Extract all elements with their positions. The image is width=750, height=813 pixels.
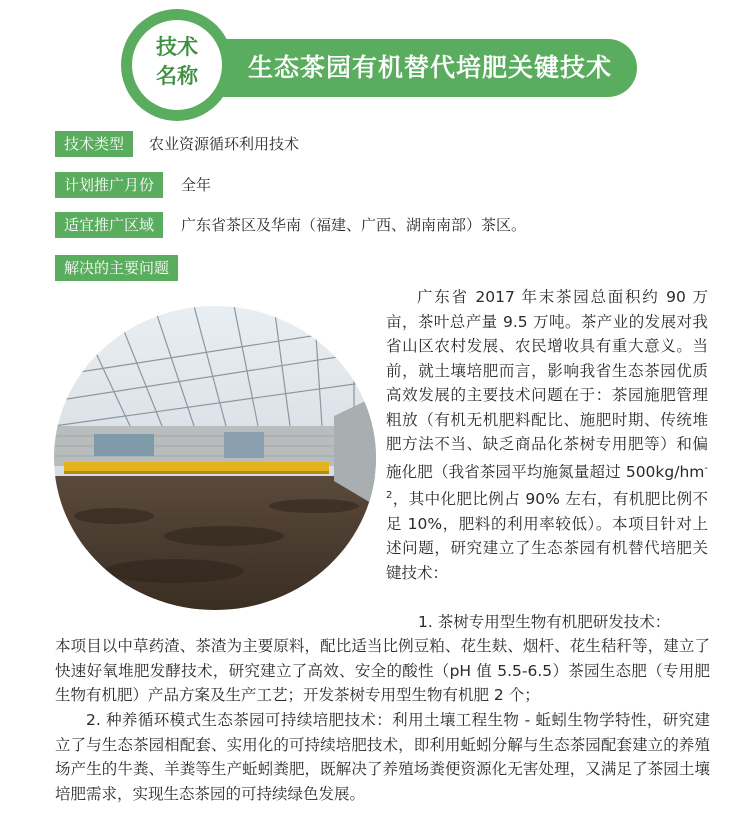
item2-paragraph: 2. 种养循环模式生态茶园可持续培肥技术：利用土壤工程生物 - 蚯蚓生物学特性，研究建立了与生态茶园相配套、实用化的可持续培肥技术，即利用蚯蚓分解与生态茶园配套建立的养殖场产生的牛粪、羊粪等生产蚯蚓粪肥，既解决了养殖场粪便资源化无害处理，又满足了茶园土壤培肥需求，实现生态茶园的可持续绿色发展。 bbox=[55, 711, 710, 803]
main-problem-label: 解决的主要问题 bbox=[55, 255, 178, 281]
promo-region-value: 广东省茶区及华南（福建、广西、湖南南部）茶区。 bbox=[181, 216, 527, 234]
item1-body: 本项目以中草药渣、茶渣为主要原料，配比适当比例豆粕、花生麸、烟杆、花生秸秆等，建立了快速好氧堆肥发酵技术，研究建立了高效、安全的酸性（pH 值 5.5-6.5）茶园生态肥（专用肥生物有机肥）产品方案及生产工艺；开发茶树专用型生物有机肥 2 个； bbox=[55, 637, 710, 704]
page-title: 生态茶园有机替代培肥关键技术 bbox=[248, 53, 613, 82]
intro-text-a: 广东省 2017 年末茶园总面积约 90 万亩，茶叶总产量 9.5 万吨。茶产业的发展对我省山区农村发展、农民增收具有重大意义。当前，就土壤培肥而言，影响我省生态茶园优质高效发展的主要技术问题在于：茶园施肥管理粗放（有机无机肥料配比、施肥时期、传统堆肥方法不当、缺乏商品化茶树专用肥等）和偏施化肥（我省茶园平均施氮量超过 500kg/hm bbox=[386, 288, 708, 481]
intro-superscript: -2 bbox=[386, 462, 708, 502]
tech-type-label: 技术类型 bbox=[55, 131, 133, 157]
promo-month-value: 全年 bbox=[181, 176, 212, 194]
greenhouse-photo bbox=[54, 306, 376, 610]
badge-line-1: 技术 bbox=[156, 35, 198, 59]
tech-type-value: 农业资源循环利用技术 bbox=[149, 135, 300, 153]
intro-paragraph bbox=[386, 285, 708, 585]
title-banner bbox=[172, 39, 637, 97]
item1-heading: 1. 茶树专用型生物有机肥研发技术： bbox=[418, 613, 671, 631]
badge-line-2: 名称 bbox=[156, 64, 198, 88]
intro-text-b: ，其中化肥比例占 90% 左右，有机肥比例不足 10%，肥料的利用率较低）。本项目针对上述问题，研究建立了生态茶园有机替代培肥关键技术： bbox=[386, 490, 708, 582]
promo-month-label: 计划推广月份 bbox=[55, 172, 163, 198]
badge-label bbox=[132, 33, 222, 91]
promo-region-label: 适宜推广区域 bbox=[55, 212, 163, 238]
